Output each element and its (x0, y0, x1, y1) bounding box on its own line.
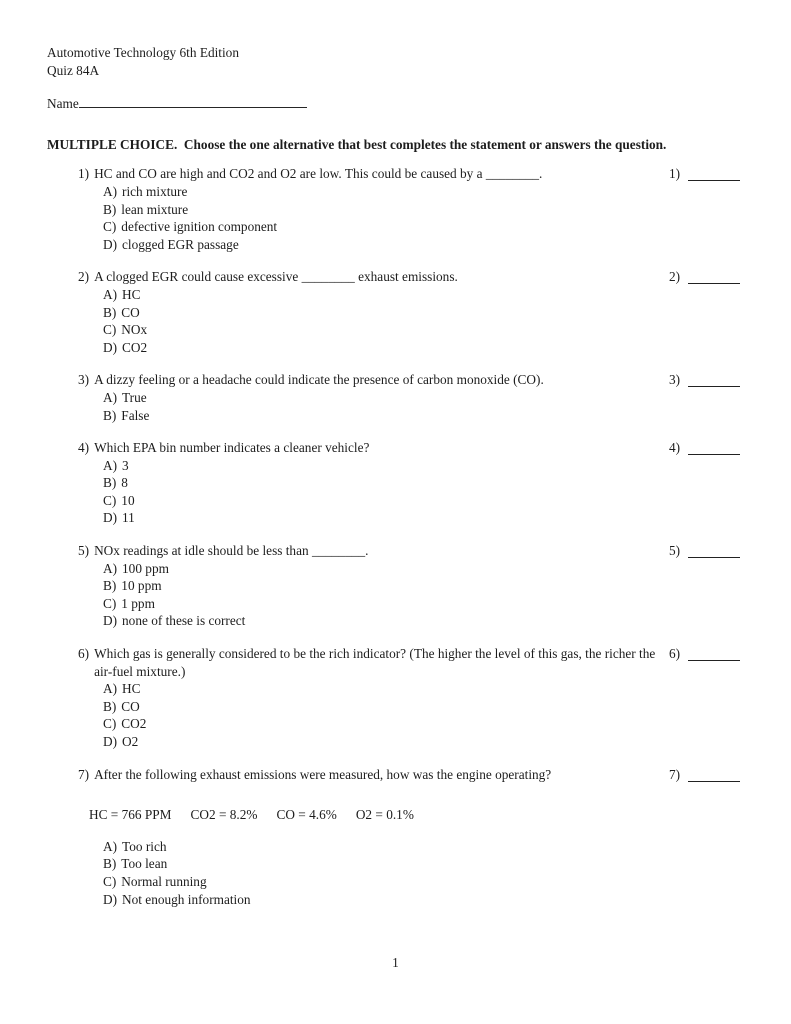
answer-option (103, 492, 661, 510)
question-stem-row (78, 371, 661, 389)
option-text: Normal running (121, 873, 207, 889)
question-stem-row (78, 165, 661, 183)
instructions: MULTIPLE CHOICE. Choose the one alternative that best completes the statement or answers the question. (47, 136, 667, 152)
options-list (103, 183, 661, 253)
options-list (103, 838, 661, 908)
option-letter: D) (103, 510, 118, 526)
options-list (103, 389, 661, 424)
question-number: 6) (78, 646, 90, 662)
option-letter: B) (103, 856, 117, 872)
page-number: 1 (392, 955, 399, 971)
answer-option (103, 855, 661, 873)
option-letter: C) (103, 492, 117, 508)
question-main (78, 766, 661, 909)
options-list (103, 286, 661, 356)
answer-option (103, 286, 661, 304)
option-text: none of these is correct (122, 613, 246, 629)
answer-option (103, 389, 661, 407)
answer-option (103, 698, 661, 716)
option-letter: A) (103, 389, 118, 405)
answer-number: 3) (669, 372, 681, 388)
option-text: 8 (121, 475, 128, 491)
option-text: 11 (122, 510, 135, 526)
option-letter: C) (103, 219, 117, 235)
option-letter: D) (103, 339, 118, 355)
answer-number: 6) (669, 646, 681, 662)
answer-option (103, 595, 661, 613)
emissions-readings (89, 806, 661, 824)
option-text: lean mixture (121, 201, 189, 217)
option-text: Not enough information (122, 891, 251, 907)
answer-number: 4) (669, 440, 681, 456)
option-letter: A) (103, 286, 118, 302)
answer-option (103, 201, 661, 219)
question-row (47, 542, 747, 630)
option-letter: C) (103, 595, 117, 611)
option-text: HC (122, 681, 141, 697)
option-text: defective ignition component (121, 219, 278, 235)
option-letter: B) (103, 475, 117, 491)
question-main (78, 439, 661, 527)
option-letter: B) (103, 698, 117, 714)
option-text: CO2 (122, 339, 148, 355)
question-stem-row (78, 439, 661, 457)
question-stem: HC and CO are high and CO2 and O2 are low. This could be caused by a ________. (94, 166, 543, 182)
option-letter: D) (103, 236, 118, 252)
option-letter: B) (103, 407, 117, 423)
option-letter: D) (103, 891, 118, 907)
answer-number: 5) (669, 543, 681, 559)
option-letter: D) (103, 613, 118, 629)
question-main (78, 645, 661, 751)
answer-blank-group (669, 268, 747, 286)
option-text: 3 (122, 457, 129, 473)
answer-option (103, 612, 661, 630)
question-row (47, 645, 747, 751)
option-text: 100 ppm (122, 560, 169, 576)
answer-blank[interactable] (688, 543, 740, 558)
answer-option (103, 474, 661, 492)
answer-option (103, 236, 661, 254)
answer-blank-group (669, 371, 747, 389)
option-text: 1 ppm (121, 595, 155, 611)
question-number: 2) (78, 269, 90, 285)
answer-blank[interactable] (688, 646, 740, 661)
question-main (78, 542, 661, 630)
option-letter: A) (103, 681, 118, 697)
answer-option (103, 715, 661, 733)
option-letter: D) (103, 734, 118, 749)
question-stem: Which EPA bin number indicates a cleaner vehicle? (94, 440, 370, 456)
option-text: HC (122, 286, 141, 302)
answer-blank[interactable] (688, 269, 740, 284)
question-stem: After the following exhaust emissions were measured, how was the engine operating? (94, 766, 552, 782)
answer-option (103, 218, 661, 236)
question-stem-row (78, 542, 661, 560)
answer-option (103, 680, 661, 698)
answer-option (103, 873, 661, 891)
option-letter: A) (103, 560, 118, 576)
option-text: 10 (121, 492, 135, 508)
option-text: NOx (121, 322, 148, 338)
question-main (78, 371, 661, 424)
answer-option (103, 339, 661, 357)
option-text: 10 ppm (121, 578, 162, 594)
question-row (47, 268, 747, 356)
question-number: 3) (78, 372, 90, 388)
question-row (47, 439, 747, 527)
option-letter: A) (103, 838, 118, 854)
question-row (47, 371, 747, 424)
answer-option (103, 891, 661, 909)
document-header (47, 44, 747, 79)
options-list (103, 680, 661, 750)
option-text: CO2 (121, 716, 147, 732)
question-stem: A clogged EGR could cause excessive ________ exhaust emissions. (94, 269, 458, 285)
document-title: Automotive Technology 6th Edition (47, 45, 239, 60)
option-text: Too rich (122, 838, 167, 854)
question-number: 1) (78, 166, 90, 182)
option-letter: C) (103, 322, 117, 338)
question-number: 7) (78, 766, 90, 782)
option-text: CO (121, 698, 140, 714)
answer-option (103, 304, 661, 322)
emissions-reading: CO2 = 8.2% (190, 807, 258, 823)
answer-option (103, 183, 661, 201)
answer-blank-group (669, 766, 747, 784)
option-letter: C) (103, 873, 117, 889)
name-row (47, 94, 747, 113)
answer-option (103, 560, 661, 578)
option-letter: B) (103, 304, 117, 320)
question-main (78, 165, 661, 253)
option-letter: B) (103, 578, 117, 594)
option-text: CO (121, 304, 140, 320)
question-row (47, 165, 747, 253)
answer-option (103, 321, 661, 339)
questions (47, 165, 747, 908)
option-text: rich mixture (122, 183, 188, 199)
answer-blank-group (669, 439, 747, 457)
answer-option (103, 577, 661, 595)
name-blank[interactable] (79, 94, 307, 108)
emissions-reading: HC = 766 PPM (89, 807, 172, 823)
options-list (103, 560, 661, 630)
answer-number: 7) (669, 766, 681, 782)
question-number: 4) (78, 440, 90, 456)
name-label: Name (47, 96, 79, 112)
option-text: O2 (122, 734, 139, 749)
answer-option (103, 407, 661, 425)
option-letter: C) (103, 716, 117, 732)
question-main (78, 268, 661, 356)
question-row (47, 766, 747, 909)
answer-blank-group (669, 645, 747, 663)
option-text: False (121, 407, 150, 423)
question-stem-row (78, 645, 661, 680)
answer-option (103, 457, 661, 475)
option-text: Too lean (121, 856, 168, 872)
question-stem: Which gas is generally considered to be the rich indicator? (The higher the level of this gas, the richer the air-fuel mixture.) (94, 646, 656, 679)
emissions-reading: O2 = 0.1% (355, 807, 414, 823)
option-text: True (122, 389, 147, 405)
option-letter: A) (103, 183, 118, 199)
question-stem-row (78, 766, 661, 784)
question-stem: NOx readings at idle should be less than ________. (94, 543, 369, 559)
emissions-reading: CO = 4.6% (276, 807, 337, 823)
answer-blank[interactable] (688, 166, 740, 181)
option-text: clogged EGR passage (122, 236, 239, 252)
answer-option (103, 733, 661, 751)
answer-blank[interactable] (688, 767, 740, 782)
option-letter: A) (103, 457, 118, 473)
question-stem-row (78, 268, 661, 286)
answer-option (103, 509, 661, 527)
answer-blank[interactable] (688, 440, 740, 455)
options-list (103, 457, 661, 527)
answer-blank-group (669, 165, 747, 183)
question-stem: A dizzy feeling or a headache could indicate the presence of carbon monoxide (CO). (94, 372, 544, 388)
quiz-number: Quiz 84A (47, 62, 100, 78)
answer-blank[interactable] (688, 372, 740, 387)
question-number: 5) (78, 543, 90, 559)
answer-option (103, 838, 661, 856)
option-letter: B) (103, 201, 117, 217)
answer-blank-group (669, 542, 747, 560)
answer-number: 2) (669, 269, 681, 285)
answer-number: 1) (669, 166, 681, 182)
